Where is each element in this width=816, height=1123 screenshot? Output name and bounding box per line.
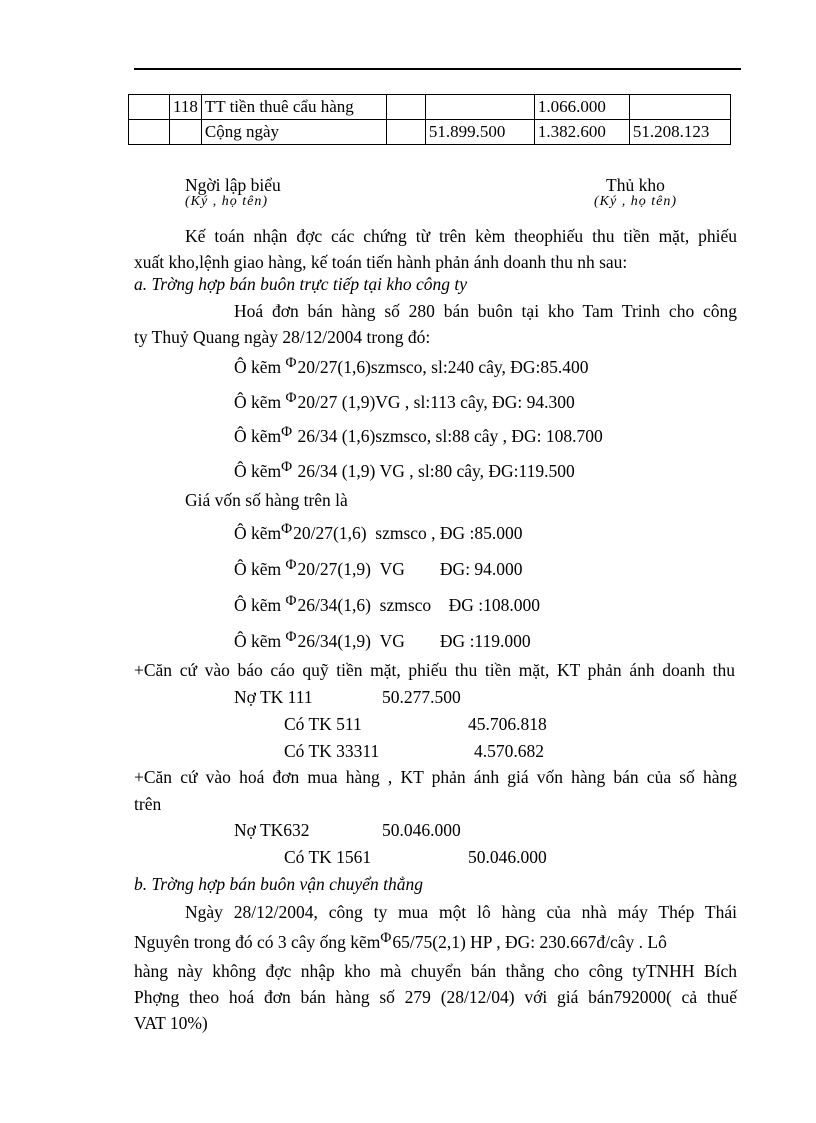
item-name: Ô kẽm bbox=[234, 426, 282, 446]
table-cell bbox=[425, 95, 534, 120]
table-cell: 1.382.600 bbox=[534, 120, 629, 145]
intro-line-1: Kế toán nhận đợc các chứng từ trên kèm theophiếu thu tiền mặt, phiếu bbox=[185, 226, 737, 246]
table-cell bbox=[386, 120, 425, 145]
item-name: Ô kẽm bbox=[234, 631, 286, 651]
sale-item bbox=[234, 461, 575, 482]
table-cell: Cộng ngày bbox=[201, 120, 386, 145]
text-segment: 65/75(2,1) HP , ĐG: 230.667đ/cây . Lô bbox=[392, 932, 667, 952]
header-rule bbox=[134, 68, 741, 70]
item-name: Ô kẽm bbox=[234, 559, 286, 579]
section-b-line-2 bbox=[134, 932, 667, 953]
table-row bbox=[129, 95, 731, 120]
table-row bbox=[129, 120, 731, 145]
item-name: Ô kẽm bbox=[234, 357, 286, 377]
table-cell: 51.208.123 bbox=[629, 120, 730, 145]
cost-item bbox=[234, 595, 540, 616]
phi-symbol: Φ bbox=[281, 459, 293, 475]
entry1-credit1-label: Có TK 511 bbox=[284, 714, 362, 734]
intro-line-2: xuất kho,lệnh giao hàng, kế toán tiến hành phản ánh doanh thu nh sau: bbox=[134, 252, 628, 272]
section-b-line-5: VAT 10%) bbox=[134, 1013, 208, 1033]
item-details: 20/27(1,9) VG ĐG: 94.000 bbox=[297, 559, 523, 579]
entry1-credit1-amount: 45.706.818 bbox=[468, 714, 547, 734]
entry1-debit-amount: 50.277.500 bbox=[382, 687, 461, 707]
item-name: Ô kẽm bbox=[234, 392, 286, 412]
item-name: Ô kẽm bbox=[234, 461, 282, 481]
ledger-table bbox=[128, 94, 731, 145]
cost-item bbox=[234, 631, 531, 652]
table-cell: TT tiền thuê cẩu hàng bbox=[201, 95, 386, 120]
preparer-title: Ngời lập biểu bbox=[185, 175, 281, 195]
entry2-credit-label: Có TK 1561 bbox=[284, 847, 372, 867]
section-a-paragraph-line-2: ty Thuỷ Quang ngày 28/12/2004 trong đó: bbox=[134, 327, 431, 347]
item-details: 26/34 (1,9) VG , sl:80 cây, ĐG:119.500 bbox=[293, 461, 575, 481]
table-cell: 51.899.500 bbox=[425, 120, 534, 145]
table-cell bbox=[129, 120, 170, 145]
storekeeper-title: Thủ kho bbox=[606, 175, 665, 195]
section-b-heading: b. Trờng hợp bán buôn vận chuyển thẳng bbox=[134, 874, 423, 894]
table-cell: 118 bbox=[170, 95, 202, 120]
item-name: Ô kẽm bbox=[234, 523, 282, 543]
phi-symbol: Φ bbox=[281, 424, 293, 440]
table-cell: 1.066.000 bbox=[534, 95, 629, 120]
phi-symbol: Φ bbox=[285, 390, 297, 406]
item-details: 20/27(1,6) szmsco , ĐG :85.000 bbox=[293, 523, 523, 543]
item-details: 26/34 (1,6)szmsco, sl:88 cây , ĐG: 108.700 bbox=[293, 426, 603, 446]
cost-heading: Giá vốn số hàng trên là bbox=[185, 490, 348, 510]
item-details: 26/34(1,6) szmsco ĐG :108.000 bbox=[297, 595, 541, 615]
cost-item bbox=[234, 523, 523, 544]
table-cell bbox=[170, 120, 202, 145]
entry1-debit-label: Nợ TK 111 bbox=[234, 687, 313, 707]
text-segment: Nguyên trong đó có 3 cây ống kẽm bbox=[134, 932, 381, 952]
phi-symbol: Φ bbox=[285, 593, 297, 609]
item-details: 26/34(1,9) VG ĐG :119.000 bbox=[297, 631, 531, 651]
item-details: 20/27 (1,9)VG , sl:113 cây, ĐG: 94.300 bbox=[297, 392, 575, 412]
section-a-paragraph-line-1: Hoá đơn bán hàng số 280 bán buôn tại kho Tam Trinh cho công bbox=[234, 301, 737, 321]
sale-item bbox=[234, 357, 588, 378]
section-a-heading: a. Trờng hợp bán buôn trực tiếp tại kho công ty bbox=[134, 274, 467, 294]
section-b-line-3: hàng này không đợc nhập kho mà chuyển bán thẳng cho công tyTNHH Bích bbox=[134, 961, 737, 981]
sale-item bbox=[234, 426, 603, 447]
entry1-credit2-amount: 4.570.682 bbox=[474, 741, 544, 761]
item-details: 20/27(1,6)szmsco, sl:240 cây, ĐG:85.400 bbox=[297, 357, 589, 377]
phi-symbol: Φ bbox=[285, 557, 297, 573]
entry1-credit2-label: Có TK 33311 bbox=[284, 741, 380, 761]
entry2-debit-label: Nợ TK632 bbox=[234, 820, 310, 840]
section-b-line-4: Phợng theo hoá đơn bán hàng số 279 (28/12/04) với giá bán792000( cả thuế bbox=[134, 987, 737, 1007]
phi-symbol: Φ bbox=[285, 355, 297, 371]
preparer-note: (Ký , họ tên) bbox=[185, 194, 268, 209]
table-cell bbox=[129, 95, 170, 120]
sale-item bbox=[234, 392, 575, 413]
revenue-note: +Căn cứ vào báo cáo quỹ tiền mặt, phiếu thu tiền mặt, KT phản ánh doanh thu bbox=[134, 660, 735, 680]
entry2-credit-amount: 50.046.000 bbox=[468, 847, 547, 867]
phi-symbol: Φ bbox=[285, 629, 297, 645]
item-name: Ô kẽm bbox=[234, 595, 286, 615]
section-b-line-1: Ngày 28/12/2004, công ty mua một lô hàng của nhà máy Thép Thái bbox=[185, 902, 737, 922]
cost-item bbox=[234, 559, 523, 580]
phi-symbol: Φ bbox=[281, 521, 293, 537]
phi-symbol: Φ bbox=[380, 930, 392, 946]
entry2-debit-amount: 50.046.000 bbox=[382, 820, 461, 840]
cost-note-line-2: trên bbox=[134, 794, 162, 814]
storekeeper-note: (Ký , họ tên) bbox=[594, 194, 677, 209]
table-cell bbox=[386, 95, 425, 120]
cost-note-line-1: +Căn cứ vào hoá đơn mua hàng , KT phản ánh giá vốn hàng bán của số hàng bbox=[134, 767, 737, 787]
table-cell bbox=[629, 95, 730, 120]
